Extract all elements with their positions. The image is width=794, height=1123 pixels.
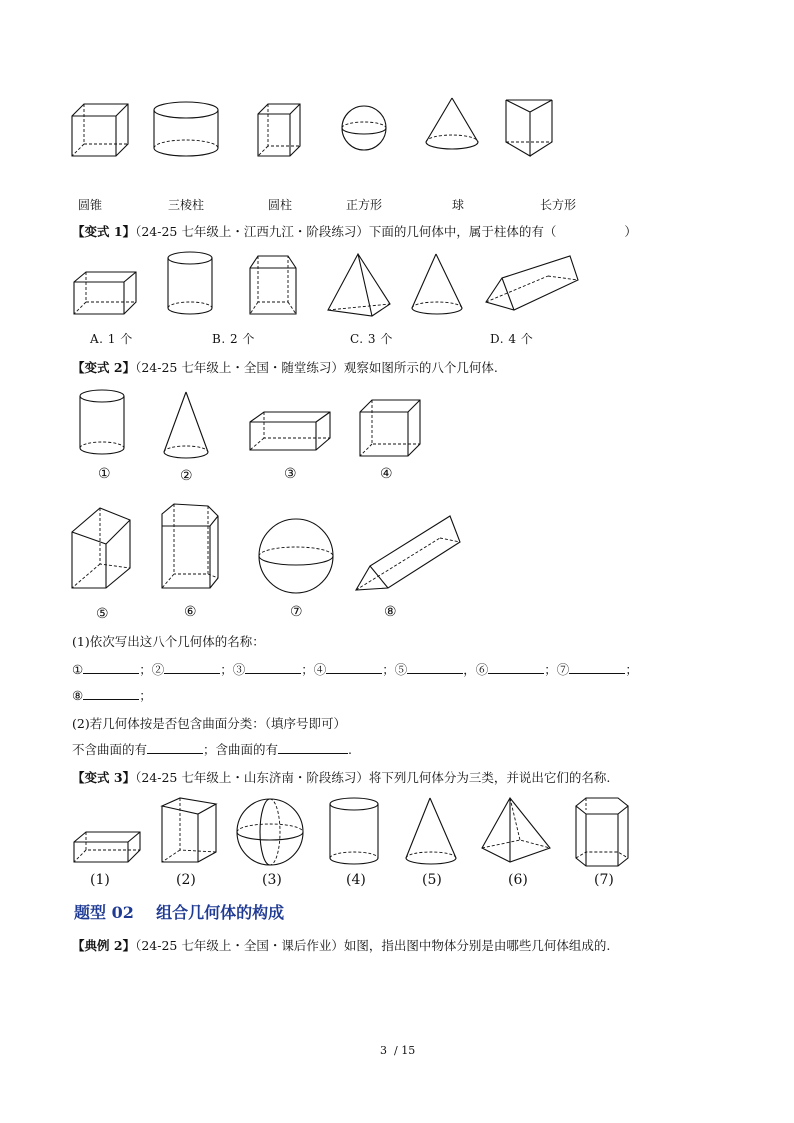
v2-ans5-blank[interactable] — [407, 661, 463, 674]
cube-figure — [70, 100, 130, 160]
variant-2-tag: 变式 2 — [84, 360, 123, 375]
variant-3-question: 【变式 3】（24-25 七年级上・山东济南・阶段练习）将下列几何体分为三类，并说出它们的名称. — [72, 770, 611, 785]
v2-fig2-cone — [162, 390, 212, 462]
variant-2-text: 观察如图所示的八个几何体. — [343, 360, 498, 375]
v2-fig1-cylinder — [78, 388, 128, 458]
row1-label-1: 圆锥 — [78, 198, 103, 212]
v2-ans1-label: ① — [72, 662, 84, 677]
v3-fig5-number: (5) — [422, 872, 442, 888]
example-2-source: （24-25 七年级上・全国・课后作业） — [135, 938, 344, 953]
v2-ans8-blank[interactable] — [83, 687, 139, 700]
section-heading: 题型 02 组合几何体的构成 — [74, 903, 285, 922]
v2-ans3-label: ；③ — [220, 662, 246, 677]
variant-2-question: 【变式 2】（24-25 七年级上・全国・随堂练习）观察如图所示的八个几何体. — [72, 360, 498, 375]
v3-fig3-number: (3) — [262, 872, 282, 888]
v3-fig5-cone — [404, 796, 460, 868]
v2-fig7-number: ⑦ — [290, 604, 303, 620]
row1-label-2: 三棱柱 — [168, 198, 205, 212]
variant-1-question: 【变式 1】（24-25 七年级上・江西九江・阶段练习）下面的几何体中，属于柱体的有（ ） — [72, 224, 637, 239]
v1-cuboid-figure — [72, 268, 138, 316]
v2-fig3-cuboid — [248, 408, 332, 454]
v1-prism-figure — [248, 252, 298, 318]
v2-ans7-label: ；⑦ — [544, 662, 570, 677]
v1-triangular-prism-figure — [484, 254, 580, 314]
variant-1-source: （24-25 七年级上・江西九江・阶段练习） — [135, 224, 369, 239]
v2-fig1-number: ① — [98, 466, 111, 482]
v1-cone-figure — [410, 252, 464, 318]
v3-fig7-hexagonal-prism — [574, 796, 630, 868]
v2-ans1-blank[interactable] — [83, 661, 139, 674]
v2-ans7-blank[interactable] — [569, 661, 625, 674]
v2-part2-answers — [72, 740, 352, 758]
v2-fig4-number: ④ — [380, 466, 393, 482]
v3-fig4-number: (4) — [346, 872, 366, 888]
v2-ans3-blank[interactable] — [245, 661, 301, 674]
v2-fig4-cube — [358, 398, 422, 460]
v1-option-c[interactable]: C. 3 个 — [350, 332, 393, 346]
v2-ans7-end: ； — [625, 662, 638, 677]
v2-ans8-end: ； — [139, 688, 152, 703]
v2-ans2-label: ；② — [139, 662, 165, 677]
rectangular-prism-figure — [256, 100, 306, 160]
v2-part2-prompt: (2)若几何体按是否包含曲面分类：（填序号即可） — [72, 716, 346, 731]
row1-label-4: 正方形 — [346, 198, 383, 212]
variant-1-tag: 变式 1 — [84, 224, 123, 239]
v2-fig6-number: ⑥ — [184, 604, 197, 620]
v2-ans6-blank[interactable] — [488, 661, 544, 674]
v2-answer-row-1 — [72, 660, 638, 678]
v3-fig7-number: (7) — [594, 872, 614, 888]
v1-cylinder-figure — [166, 250, 216, 318]
v2-ans6-label: ，⑥ — [463, 662, 489, 677]
v2-fig7-sphere — [258, 518, 338, 598]
v2-fig8-number: ⑧ — [384, 604, 397, 620]
v2-part2-a-blank[interactable] — [147, 741, 203, 754]
cone-figure — [424, 96, 480, 156]
v2-part2-b-blank[interactable] — [278, 741, 348, 754]
v2-fig5-number: ⑤ — [96, 606, 109, 622]
page-number: 3 / 15 — [380, 1044, 416, 1057]
triangular-prism-figure — [504, 98, 558, 160]
v2-ans2-blank[interactable] — [164, 661, 220, 674]
variant-3-text: 将下列几何体分为三类，并说出它们的名称. — [368, 770, 611, 785]
row1-label-6: 长方形 — [540, 198, 577, 212]
variant-3-tag: 变式 3 — [84, 770, 123, 785]
v2-ans5-label: ；⑤ — [382, 662, 408, 677]
v1-option-d[interactable]: D. 4 个 — [490, 332, 534, 346]
v2-fig8-triangular-prism — [354, 514, 464, 594]
v2-fig5-prism — [70, 504, 136, 590]
v3-fig3-sphere — [236, 798, 308, 870]
v2-part2-b-label: ；含曲面的有 — [203, 742, 279, 757]
v2-part2-a-label: 不含曲面的有 — [72, 742, 148, 757]
example-2-question: 【典例 2】（24-25 七年级上・全国・课后作业）如图，指出图中物体分别是由哪些几何体组成的. — [72, 938, 611, 953]
cylinder-figure — [152, 100, 222, 160]
v2-fig6-pentagonal-prism — [160, 502, 222, 592]
v3-fig1-flat-cuboid — [72, 828, 142, 864]
v2-ans4-blank[interactable] — [326, 661, 382, 674]
v2-fig2-number: ② — [180, 468, 193, 484]
variant-1-text: 下面的几何体中，属于柱体的有（ — [368, 224, 557, 239]
example-2-text: 如图，指出图中物体分别是由哪些几何体组成的. — [343, 938, 611, 953]
example-2-tag: 典例 2 — [84, 938, 123, 953]
v1-option-b[interactable]: B. 2 个 — [212, 332, 255, 346]
variant-3-source: （24-25 七年级上・山东济南・阶段练习） — [135, 770, 369, 785]
v1-option-a[interactable]: A. 1 个 — [90, 332, 133, 346]
variant-1-close: ） — [624, 224, 637, 239]
v2-part1-prompt: (1)依次写出这八个几何体的名称： — [72, 634, 265, 649]
v2-ans8-label: ⑧ — [72, 688, 84, 703]
v2-fig3-number: ③ — [284, 466, 297, 482]
row1-label-5: 球 — [452, 198, 465, 212]
v3-fig6-pyramid — [480, 796, 552, 866]
variant-2-source: （24-25 七年级上・全国・随堂练习） — [135, 360, 344, 375]
v3-fig1-number: (1) — [90, 872, 110, 888]
v3-fig6-number: (6) — [508, 872, 528, 888]
v2-ans4-label: ；④ — [301, 662, 327, 677]
row1-label-3: 圆柱 — [268, 198, 293, 212]
v2-part2-end: . — [348, 742, 353, 757]
v3-fig2-triangular-prism — [160, 796, 220, 866]
v3-fig4-cylinder — [328, 796, 384, 868]
v1-pyramid-figure — [326, 252, 392, 318]
v3-fig2-number: (2) — [176, 872, 196, 888]
v2-answer-row-2 — [72, 686, 152, 704]
sphere-figure — [340, 104, 390, 154]
